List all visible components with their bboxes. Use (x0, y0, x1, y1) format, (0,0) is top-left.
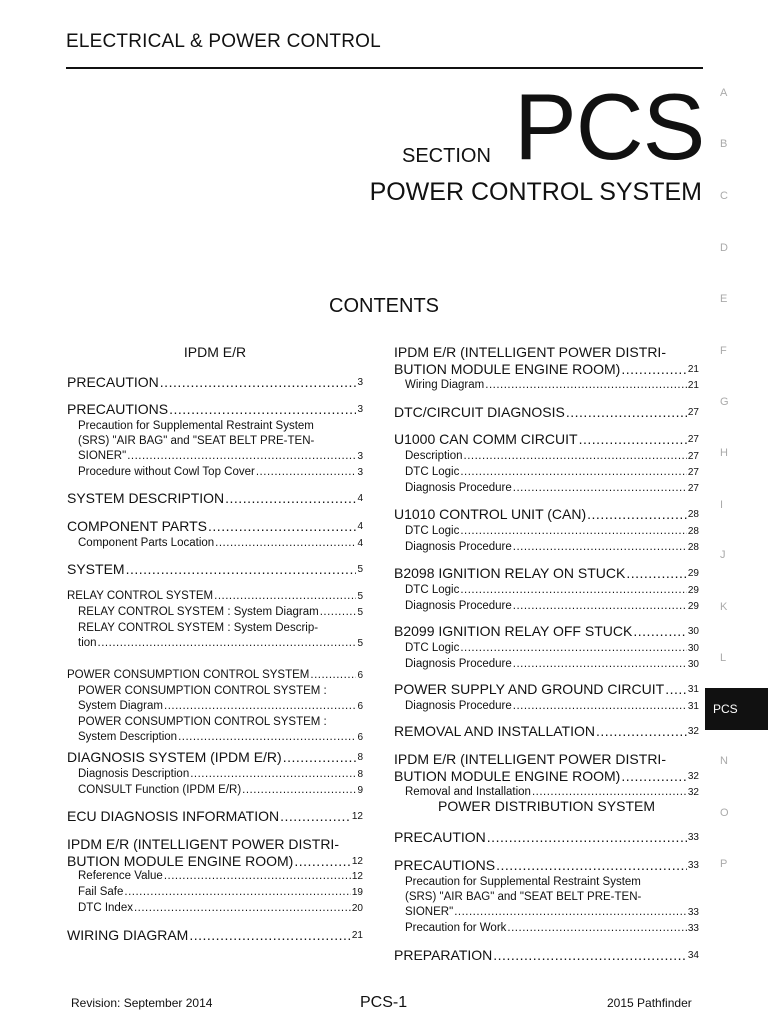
toc-entry[interactable] (67, 518, 363, 535)
toc-entry[interactable] (405, 599, 699, 614)
toc-leader-dots (134, 901, 351, 916)
toc-entry[interactable] (67, 749, 363, 766)
section-tab[interactable]: J (720, 549, 726, 561)
toc-entry[interactable] (78, 901, 363, 916)
toc-entry[interactable] (394, 506, 699, 523)
toc-entry[interactable] (78, 783, 363, 798)
toc-leader-dots (98, 636, 357, 651)
toc-entry[interactable] (67, 374, 363, 391)
toc-entry-page: 6 (357, 732, 363, 743)
toc-entry-title: RELAY CONTROL SYSTEM : System Descrip- (78, 622, 319, 634)
toc-entry-title: DTC Logic (405, 466, 460, 478)
toc-entry-page: 4 (357, 521, 363, 532)
toc-entry-title: BUTION MODULE ENGINE ROOM) (394, 768, 621, 784)
toc-entry-page: 19 (351, 887, 363, 898)
toc-entry[interactable] (67, 589, 363, 604)
toc-entry[interactable] (78, 869, 363, 884)
toc-entry-title: SYSTEM DESCRIPTION (67, 490, 225, 506)
toc-entry-title: SIONER" (78, 450, 127, 462)
toc-entry[interactable] (405, 524, 699, 539)
toc-entry[interactable] (405, 657, 699, 672)
toc-entry-title: Wiring Diagram (405, 379, 485, 391)
toc-entry[interactable] (67, 808, 363, 825)
toc-entry-title: POWER CONSUMPTION CONTROL SYSTEM (67, 669, 310, 681)
toc-entry[interactable] (78, 419, 363, 464)
toc-leader-dots (596, 723, 687, 740)
toc-entry-title: System Diagram (78, 700, 163, 712)
toc-entry[interactable] (394, 723, 699, 740)
footer-revision: Revision: September 2014 (71, 996, 213, 1010)
toc-entry-page: 27 (687, 451, 699, 462)
toc-entry-title: SIONER" (405, 906, 454, 918)
section-tab[interactable]: G (720, 396, 729, 408)
toc-leader-dots (126, 561, 357, 578)
toc-entry[interactable] (78, 767, 363, 782)
toc-entry[interactable] (405, 481, 699, 496)
toc-leader-dots (454, 905, 687, 920)
toc-leader-dots (460, 583, 687, 598)
toc-entry[interactable] (394, 829, 699, 846)
toc-entry-page: 5 (357, 607, 363, 618)
toc-leader-dots (160, 374, 357, 391)
toc-entry[interactable] (67, 927, 363, 944)
toc-entry[interactable] (394, 344, 699, 378)
toc-entry-title: B2099 IGNITION RELAY OFF STUCK (394, 623, 633, 639)
toc-entry-title: POWER DISTRIBUTION SYSTEM (437, 798, 655, 814)
toc-leader-dots (460, 524, 687, 539)
toc-entry-title: RELAY CONTROL SYSTEM (67, 590, 214, 602)
toc-entry[interactable] (405, 465, 699, 480)
toc-entry-title: Precaution for Supplemental Restraint System (78, 420, 314, 432)
toc-entry-page: 21 (687, 380, 699, 391)
section-code: PCS (514, 74, 705, 179)
toc-leader-dots (566, 404, 687, 421)
toc-leader-dots (665, 681, 687, 698)
toc-leader-dots (493, 947, 687, 964)
toc-entry-page: 3 (357, 467, 363, 478)
manual-section-header: ELECTRICAL & POWER CONTROL (66, 31, 381, 52)
toc-entry[interactable] (394, 565, 699, 582)
toc-entry[interactable] (394, 681, 699, 698)
toc-entry[interactable] (405, 921, 699, 936)
toc-entry-title: POWER CONSUMPTION CONTROL SYSTEM : (78, 716, 327, 728)
toc-entry[interactable] (394, 404, 699, 421)
toc-entry-page: 29 (687, 601, 699, 612)
toc-entry-page: 12 (351, 811, 363, 822)
toc-entry-page: 21 (687, 364, 699, 375)
toc-entry-page: 5 (357, 564, 363, 575)
toc-entry-title: RELAY CONTROL SYSTEM : System Diagram (78, 606, 319, 618)
toc-entry[interactable] (394, 751, 699, 785)
toc-entry-page: 9 (357, 785, 363, 796)
toc-leader-dots (225, 490, 356, 507)
toc-leader-dots (127, 449, 356, 464)
toc-entry[interactable] (405, 875, 699, 920)
toc-leader-dots (242, 783, 356, 798)
toc-leader-dots (189, 927, 351, 944)
toc-entry-title: PRECAUTIONS (67, 401, 169, 417)
toc-entry-page: 34 (687, 950, 699, 961)
toc-entry-page: 4 (357, 538, 363, 549)
toc-leader-dots (164, 699, 356, 714)
toc-entry-page: 6 (357, 670, 363, 681)
toc-leader-dots (124, 885, 350, 900)
toc-leader-dots (513, 540, 687, 555)
toc-column-heading: IPDM E/R (183, 344, 247, 360)
toc-leader-dots (460, 641, 687, 656)
toc-leader-dots (513, 699, 687, 714)
toc-entry-page: 33 (687, 860, 699, 871)
toc-entry[interactable] (78, 885, 363, 900)
toc-entry-page: 4 (357, 493, 363, 504)
toc-entry-title: U1000 CAN COMM CIRCUIT (394, 431, 578, 447)
toc-entry-title: POWER CONSUMPTION CONTROL SYSTEM : (78, 685, 327, 697)
toc-leader-dots (626, 565, 687, 582)
toc-entry-page: 29 (687, 585, 699, 596)
toc-entry-page: 29 (687, 568, 699, 579)
toc-entry-page: 33 (687, 923, 699, 934)
toc-entry-title: Fail Safe (78, 886, 124, 898)
section-tab[interactable]: O (720, 807, 729, 819)
toc-entry-page: 3 (357, 377, 363, 388)
toc-entry-title: Reference Value (78, 870, 163, 882)
toc-leader-dots (310, 668, 356, 683)
toc-entry-page: 30 (687, 643, 699, 654)
section-tab[interactable]: K (720, 601, 728, 613)
toc-entry-page: 28 (687, 542, 699, 553)
toc-leader-dots (169, 401, 356, 418)
toc-leader-dots (460, 465, 687, 480)
section-tab[interactable]: P (720, 858, 728, 870)
toc-entry[interactable] (405, 583, 699, 598)
toc-entry[interactable] (78, 465, 363, 480)
toc-entry[interactable] (394, 947, 699, 964)
toc-leader-dots (215, 536, 356, 551)
toc-entry-title: DTC Index (78, 902, 133, 914)
contents-title: CONTENTS (329, 295, 439, 317)
toc-entry[interactable] (394, 857, 699, 874)
toc-entry-title: Diagnosis Procedure (405, 658, 512, 670)
toc-entry-page: 31 (687, 684, 699, 695)
toc-entry-title: IPDM E/R (INTELLIGENT POWER DISTRI- (394, 344, 666, 360)
toc-entry-title: Diagnosis Procedure (405, 600, 512, 612)
toc-entry-title: PRECAUTION (67, 374, 159, 390)
toc-entry-page: 21 (351, 930, 363, 941)
toc-entry-page: 30 (687, 626, 699, 637)
section-tab[interactable]: N (720, 755, 728, 767)
toc-entry-title: Diagnosis Procedure (405, 541, 512, 553)
toc-entry-title: PRECAUTIONS (394, 857, 496, 873)
toc-leader-dots (579, 431, 687, 448)
toc-entry-page: 20 (351, 903, 363, 914)
toc-entry[interactable] (405, 641, 699, 656)
toc-leader-dots (485, 378, 687, 393)
toc-leader-dots (487, 829, 687, 846)
toc-entry[interactable] (67, 561, 363, 578)
toc-entry-title: PRECAUTION (394, 829, 486, 845)
toc-leader-dots (190, 767, 356, 782)
toc-leader-dots (294, 853, 351, 870)
toc-leader-dots (256, 465, 357, 480)
toc-entry-title: IPDM E/R (INTELLIGENT POWER DISTRI- (67, 836, 339, 852)
toc-entry-page: 28 (687, 526, 699, 537)
toc-entry-page: 12 (351, 871, 363, 882)
toc-entry-title: POWER SUPPLY AND GROUND CIRCUIT (394, 681, 665, 697)
toc-leader-dots (513, 481, 687, 496)
toc-leader-dots (633, 623, 687, 640)
section-tab-active[interactable] (705, 688, 768, 730)
section-tab[interactable]: I (720, 499, 724, 511)
toc-entry-page: 33 (687, 832, 699, 843)
toc-entry-title: Component Parts Location (78, 537, 215, 549)
toc-entry-title: System Description (78, 731, 178, 743)
toc-entry-page: 32 (687, 726, 699, 737)
toc-entry-page: 32 (687, 771, 699, 782)
toc-entry-title: COMPONENT PARTS (67, 518, 208, 534)
section-tab[interactable]: A (720, 87, 728, 99)
toc-entry-page: 27 (687, 483, 699, 494)
toc-entry[interactable] (394, 431, 699, 448)
footer-page-number: PCS-1 (360, 994, 408, 1011)
toc-entry-title: DTC Logic (405, 584, 460, 596)
section-tab[interactable]: F (720, 345, 727, 357)
toc-entry-page: 5 (357, 638, 363, 649)
toc-entry-title: U1010 CONTROL UNIT (CAN) (394, 506, 587, 522)
toc-leader-dots (464, 449, 687, 464)
toc-entry-title: Removal and Installation (405, 786, 531, 798)
toc-entry[interactable] (405, 699, 699, 714)
toc-entry-page: 6 (357, 701, 363, 712)
toc-entry[interactable] (78, 715, 363, 745)
toc-entry-title: Diagnosis Procedure (405, 482, 512, 494)
toc-entry[interactable] (67, 836, 363, 870)
toc-entry-page: 33 (687, 907, 699, 918)
toc-entry[interactable] (405, 449, 699, 464)
toc-entry-title: REMOVAL AND INSTALLATION (394, 723, 595, 739)
toc-subsection-heading (394, 799, 699, 814)
toc-entry-title: SYSTEM (67, 561, 125, 577)
toc-leader-dots (280, 808, 351, 825)
toc-leader-dots (283, 749, 357, 766)
toc-entry[interactable] (67, 490, 363, 507)
toc-entry-title: (SRS) "AIR BAG" and "SEAT BELT PRE-TEN- (78, 435, 315, 447)
toc-leader-dots (178, 730, 356, 745)
toc-entry-title: Description (405, 450, 463, 462)
toc-leader-dots (320, 605, 357, 620)
toc-entry-title: CONSULT Function (IPDM E/R) (78, 784, 242, 796)
toc-entry-title: IPDM E/R (INTELLIGENT POWER DISTRI- (394, 751, 666, 767)
toc-entry-title: WIRING DIAGRAM (67, 927, 189, 943)
toc-entry-title: BUTION MODULE ENGINE ROOM) (394, 361, 621, 377)
toc-leader-dots (208, 518, 356, 535)
toc-entry-title: Diagnosis Procedure (405, 700, 512, 712)
header-rule (66, 67, 703, 69)
section-tab[interactable]: D (720, 242, 728, 254)
toc-entry-title: Precaution for Supplemental Restraint System (405, 876, 641, 888)
toc-entry-title: PREPARATION (394, 947, 493, 963)
toc-entry-page: 3 (357, 404, 363, 415)
toc-entry[interactable] (405, 378, 699, 393)
toc-leader-dots (587, 506, 687, 523)
toc-leader-dots (513, 657, 687, 672)
toc-entry-page: 12 (351, 856, 363, 867)
toc-entry-title: Procedure without Cowl Top Cover (78, 466, 255, 478)
toc-entry[interactable] (405, 540, 699, 555)
toc-entry-title: Precaution for Work (405, 922, 507, 934)
toc-entry-page: 32 (687, 787, 699, 798)
toc-entry-title: ECU DIAGNOSIS INFORMATION (67, 808, 280, 824)
toc-entry-title: DTC/CIRCUIT DIAGNOSIS (394, 404, 565, 420)
section-tab[interactable]: H (720, 447, 728, 459)
toc-entry[interactable] (67, 668, 363, 683)
section-index-tabs (705, 0, 768, 1024)
toc-leader-dots (621, 768, 687, 785)
toc-entry-page: 27 (687, 407, 699, 418)
toc-entry[interactable] (67, 401, 363, 418)
section-tab[interactable]: C (720, 190, 728, 202)
toc-entry-title: (SRS) "AIR BAG" and "SEAT BELT PRE-TEN- (405, 891, 642, 903)
toc-entry[interactable] (78, 621, 363, 651)
section-tab[interactable]: B (720, 138, 728, 150)
toc-leader-dots (214, 589, 356, 604)
toc-entry-page: 8 (357, 769, 363, 780)
toc-entry-page: 27 (687, 467, 699, 478)
toc-entry-page: 30 (687, 659, 699, 670)
section-title: POWER CONTROL SYSTEM (369, 178, 702, 206)
toc-leader-dots (621, 361, 687, 378)
toc-entry-page: 31 (687, 701, 699, 712)
toc-entry-title: B2098 IGNITION RELAY ON STUCK (394, 565, 626, 581)
toc-entry-title: DTC Logic (405, 642, 460, 654)
toc-entry-page: 27 (687, 434, 699, 445)
toc-entry-page: 3 (357, 451, 363, 462)
toc-entry-title: Diagnosis Description (78, 768, 190, 780)
toc-leader-dots (507, 921, 686, 936)
toc-entry-title: BUTION MODULE ENGINE ROOM) (67, 853, 294, 869)
toc-leader-dots (496, 857, 687, 874)
toc-entry-title: DTC Logic (405, 525, 460, 537)
section-tab[interactable]: E (720, 293, 728, 305)
toc-leader-dots (164, 869, 351, 884)
toc-entry-title: tion (78, 637, 97, 649)
footer-model: 2015 Pathfinder (607, 996, 692, 1010)
toc-entry[interactable] (394, 623, 699, 640)
section-tab[interactable]: L (720, 652, 727, 664)
toc-entry-title: DIAGNOSIS SYSTEM (IPDM E/R) (67, 749, 282, 765)
toc-entry[interactable] (78, 536, 363, 551)
toc-entry-page: 28 (687, 509, 699, 520)
toc-entry-page: 5 (357, 591, 363, 602)
section-tab-label: PCS (713, 702, 738, 716)
toc-entry[interactable] (78, 684, 363, 714)
toc-leader-dots (513, 599, 687, 614)
toc-entry[interactable] (78, 605, 363, 620)
toc-entry-page: 8 (357, 752, 363, 763)
section-label: SECTION (402, 145, 491, 167)
